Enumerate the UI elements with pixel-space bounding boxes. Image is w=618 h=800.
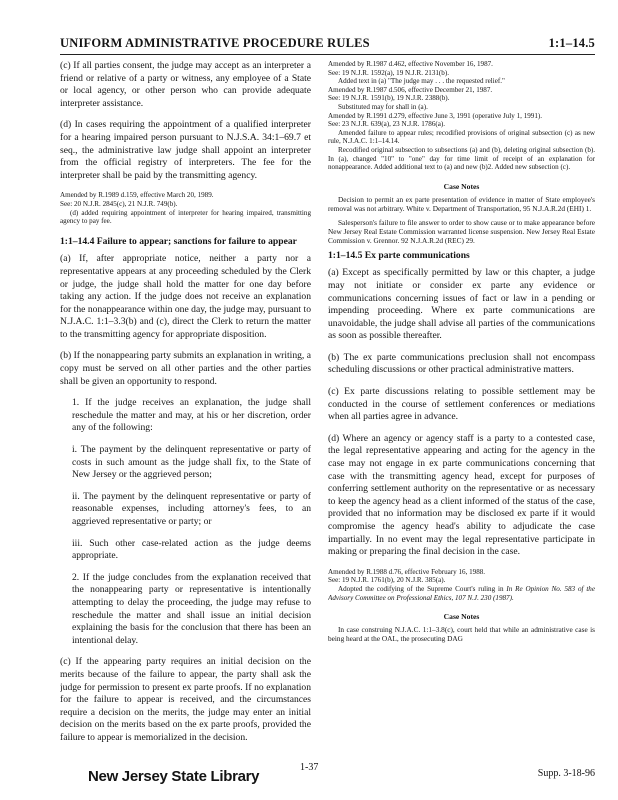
history-line: See: 19 N.J.R. 1761(b), 20 N.J.R. 385(a). <box>328 576 446 585</box>
paragraph: (b) The ex parte communications preclusion shall not encompass scheduling discussions or other practical administrative matters. <box>328 351 595 376</box>
page-footer <box>0 758 618 798</box>
history-line: See: 19 N.J.R. 1591(b), 19 N.J.R. 2388(b). <box>328 94 450 103</box>
paragraph: iii. Such other case-related action as the judge deems appropriate. <box>72 537 311 562</box>
paragraph: (a) If, after appropriate notice, neither a party nor a representative appears at any proceeding scheduled by the Clerk or judge, the judge shall hold the matter for one day before taking any action. If the judge does not receive an explanation for the nonappearance within one day, the judge may, pursuant to N.J.A.C. 1:1–3.3(b) and (c), direct the Clerk to return the matter to the transmitting agency for appropriate disposition. <box>60 253 311 340</box>
history-line: Recodified original subsection to subsections (a) and (b), deleting original subsection (b). In (a), changed "10" to "one" day for time limit of receipt of an explanation for nonappearance. Added additional text to (a) and new (b)2. Added new subsection (c). <box>328 145 595 172</box>
paragraph: i. The payment by the delinquent representative or party of costs in such amount as the judge shall fix, to the State of New Jersey or the aggrieved person; <box>72 444 311 481</box>
paragraph: (c) If the appearing party requires an initial decision on the merits because of the failure to appear, the party shall ask the judge for permission to present ex parte proofs. If no explanation for the failure to appear is received, and the circumstances require a decision on the merits, the judge may enter an initial decision on the merits based on the ex parte proofs, provided the failure to appear is memorialized in the decision. <box>60 656 311 743</box>
case-note: Decision to permit an ex parte presentation of evidence in matter of State employee's removal was not arbitrary. White v. Department of Transportation, 95 N.J.A.R.2d (EHI) 1. <box>328 194 595 213</box>
history-line <box>328 585 595 602</box>
case-note: In case construing N.J.A.C. 1:1–3.8(c), court held that while an administrative case is being heard at the OAL, the prosecuting DAG <box>328 625 595 644</box>
case-notes-heading: Case Notes <box>443 612 480 622</box>
history-note <box>328 568 595 602</box>
header-section-number: 1:1–14.5 <box>548 36 595 50</box>
history-line: Amended by R.1988 d.76, effective February 16, 1988. <box>328 567 486 576</box>
history-line: Substituted may for shall in (a). <box>338 102 428 111</box>
right-column <box>328 60 595 648</box>
paragraph: (c) If all parties consent, the judge may accept as an interpreter a friend or relative of a party or witness, any employee of a State or local agency, or other person who can provide adequate interpreter assistance. <box>60 60 311 109</box>
history-line: See: 19 N.J.R. 1592(a), 19 N.J.R. 2131(b). <box>328 68 449 77</box>
paragraph: (c) Ex parte discussions relating to possible settlement may be conducted in the course of settlement conferences or mediations when all parties agree in advance. <box>328 386 595 423</box>
case-note: Salesperson's failure to file answer to order to show cause or to make appearance before New Jersey Real Estate Commission warranted license suspension. New Jersey Real Estate Commission v. Grennor. 92 N.J.A.R.2d (REC) 29. <box>328 217 595 245</box>
library-stamp: New Jersey State Library <box>88 768 260 785</box>
case-notes-heading: Case Notes <box>443 181 480 191</box>
history-line: Amended by R.1989 d.159, effective March 20, 1989. <box>60 191 214 200</box>
history-line: See: 20 N.J.R. 2845(c), 21 N.J.R. 749(b). <box>60 199 178 208</box>
history-note <box>328 60 595 172</box>
header-rule <box>60 54 595 55</box>
paragraph: (d) In cases requiring the appointment of a qualified interpreter for a hearing impaired person pursuant to N.J.S.A. 34:1–69.7 et seq., the administrative law judge shall appoint an interpreter from the official registry of interpreters. The fee for the interpreter shall be paid by the transmitting agency. <box>60 119 311 181</box>
section-heading: 1:1–14.5 Ex parte communications <box>328 249 470 261</box>
paragraph: (d) Where an agency or agency staff is a party to a contested case, the legal representative appearing and acting for the agency in the case may not engage in ex parte communications concerning that case with the transmitting agency head, except for purposes of conferring settlement authority on the representative or as necessary to keep the agency head as a client informed of the status of the case, provided that no information may be disclosed ex parte if it would compromise the agency head's ability to adjudicate the case impartially. In no event may the legal representative participate in making or preparing the final decision in the case. <box>328 432 595 558</box>
paragraph: (b) If the nonappearing party submits an explanation in writing, a copy must be served on all other parties and the other parties shall be given an opportunity to respond. <box>60 350 311 387</box>
history-line: Added text in (a) "The judge may . . . the requested relief." <box>338 77 505 86</box>
paragraph: (a) Except as specifically permitted by law or this chapter, a judge may not initiate or consider ex parte any evidence or communications concerning issues of fact or law in a pending or impending proceeding. Where ex parte communications are unavoidable, the judge shall advise all parties of the communications as soon as possible thereafter. <box>328 267 595 342</box>
history-line: Amended by R.1987 d.462, effective November 16, 1987. <box>328 60 493 68</box>
paragraph: ii. The payment by the delinquent representative or party of reasonable expenses, including attorney's fees, to an aggrieved representative or party; or <box>72 490 311 527</box>
page-number: 1-37 <box>300 762 319 773</box>
left-column <box>60 60 311 754</box>
paragraph: 1. If the judge receives an explanation, the judge shall reschedule the matter and may, at his or her discretion, order any of the following: <box>72 397 311 434</box>
supplement-date: Supp. 3-18-96 <box>537 768 595 779</box>
history-note <box>60 191 311 225</box>
history-line: See: 23 N.J.R. 639(a), 23 N.J.R. 1786(a). <box>328 120 446 129</box>
history-text: Adopted the codifying of the Supreme Court's ruling in <box>338 584 507 593</box>
history-line: Amended by R.1991 d.279, effective June 3, 1991 (operative July 1, 1991). <box>328 111 543 120</box>
running-header <box>60 36 595 54</box>
header-title: UNIFORM ADMINISTRATIVE PROCEDURE RULES <box>60 36 370 50</box>
history-line: Amended failure to appear rules; recodified provisions of original subsection (c) as new rule, N.J.A.C. 1:1–14.14. <box>328 128 595 146</box>
case-citation: In Re Opinion No. 583 of the Advisory Committee on Professional Ethics, 107 N.J. 230 (1987). <box>328 584 595 602</box>
history-line: Amended by R.1987 d.506, effective December 21, 1987. <box>328 85 493 94</box>
section-heading: 1:1–14.4 Failure to appear; sanctions for failure to appear <box>60 235 297 247</box>
paragraph: 2. If the judge concludes from the explanation received that the nonappearing party or representative is intentionally attempting to delay the proceeding, the judge may refuse to reschedule the matter and shall issue an initial decision explaining the basis for the conclusion that there has been an intentional delay. <box>72 571 311 646</box>
history-line: (d) added requiring appointment of interpreter for hearing impaired, transmitting agency to pay fee. <box>60 208 311 226</box>
